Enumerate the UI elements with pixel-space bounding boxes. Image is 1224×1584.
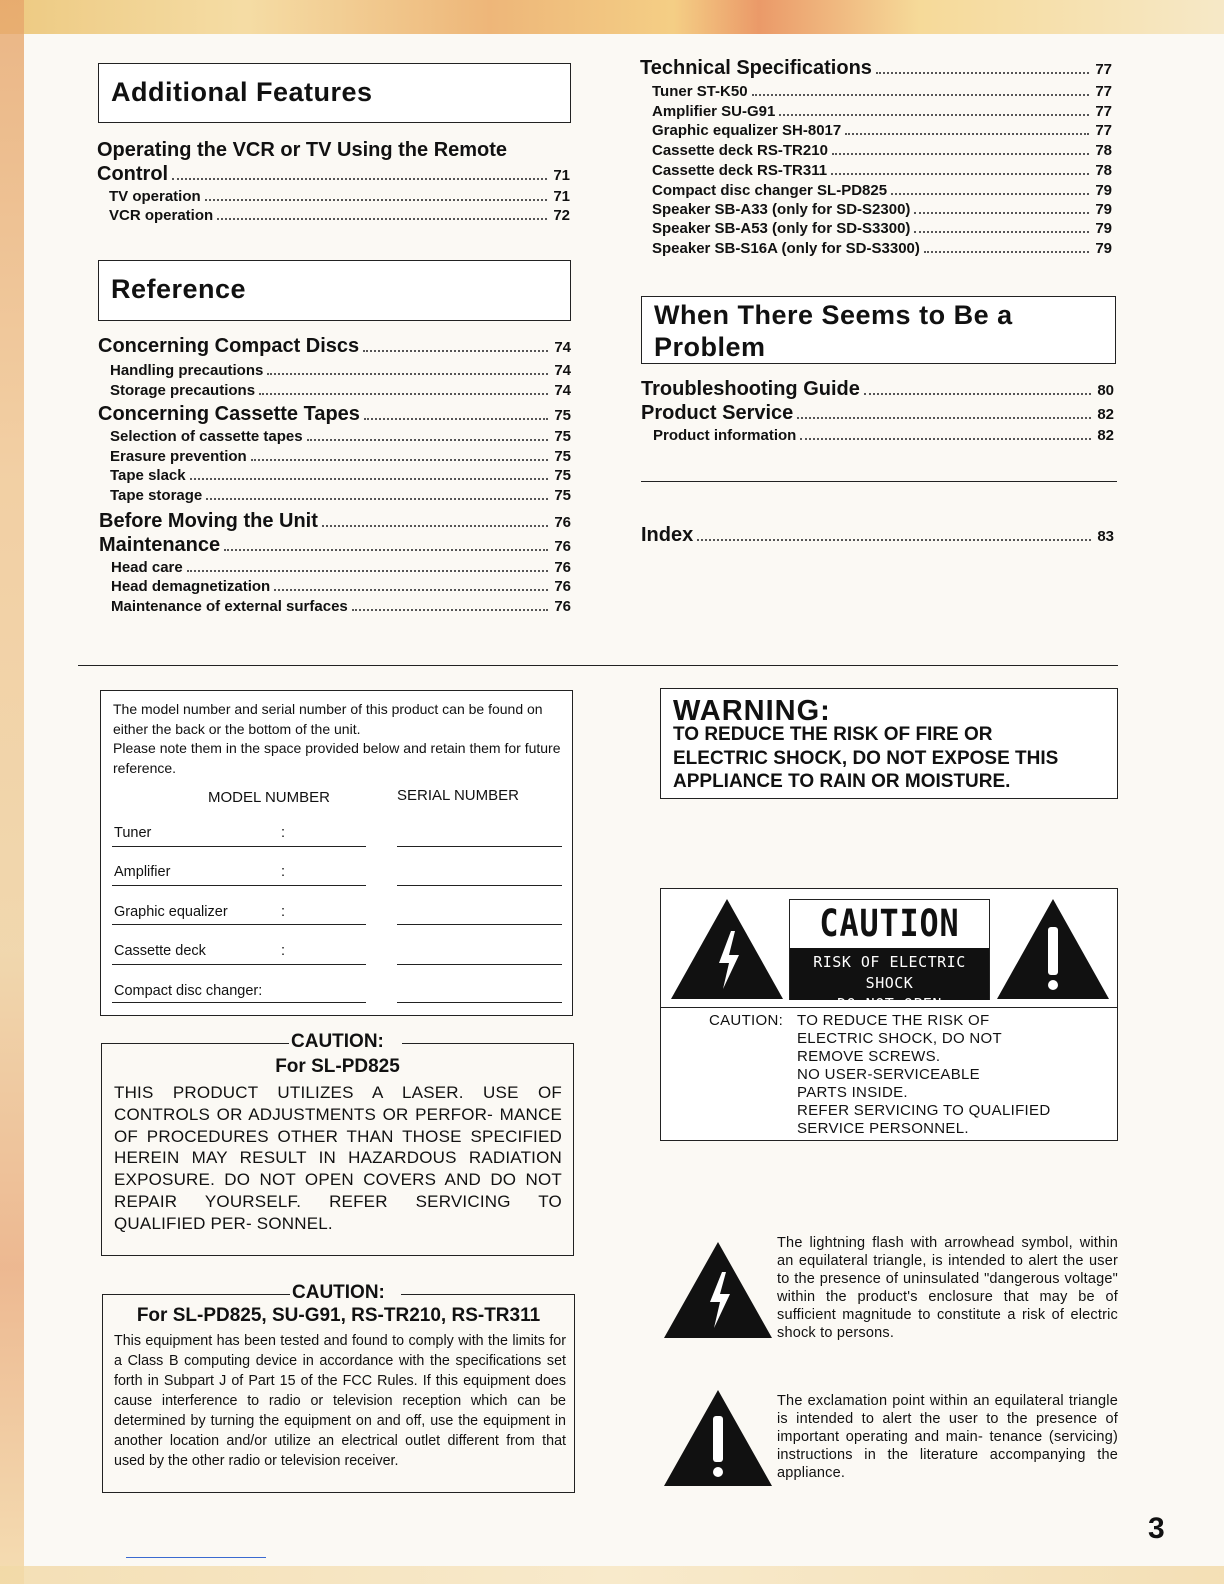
toc-title: Concerning Cassette Tapes xyxy=(98,403,360,425)
problem-box xyxy=(641,296,1116,364)
toc-entry-tv-operation[interactable] xyxy=(109,188,570,206)
record-intro: The model number and serial number of this product can be found on either the back or the bottom of the unit. xyxy=(113,701,543,737)
toc-entry-compact-discs[interactable] xyxy=(98,335,571,358)
additional-features-heading: Additional Features xyxy=(111,77,373,107)
toc-page: 76 xyxy=(554,578,571,595)
toc-page: 82 xyxy=(1097,427,1114,444)
warning-line: ELECTRIC SHOCK, DO NOT EXPOSE THIS xyxy=(673,747,1059,769)
page-stain-top xyxy=(0,0,1224,34)
record-label: Amplifier xyxy=(114,864,171,880)
toc-title: Product Service xyxy=(641,402,794,424)
toc-page: 78 xyxy=(1095,162,1112,179)
problem-heading-line1: When There Seems to Be a xyxy=(654,300,1013,330)
toc-title: Selection of cassette tapes xyxy=(110,428,303,445)
record-row-cassette[interactable] xyxy=(114,943,206,959)
record-sep: : xyxy=(258,983,263,999)
warning-body xyxy=(673,723,1058,794)
toc-title: Compact disc changer SL-PD825 xyxy=(652,182,888,199)
model-field-tuner[interactable] xyxy=(112,846,366,847)
toc-title: Control xyxy=(97,163,169,185)
toc-title: Handling precautions xyxy=(110,362,264,379)
page-stain-left xyxy=(0,0,24,1584)
toc-title: TV operation xyxy=(109,188,201,205)
toc-page: 71 xyxy=(553,188,570,205)
serial-field-amplifier[interactable] xyxy=(397,885,562,886)
toc-page: 75 xyxy=(554,467,571,484)
toc-title: Before Moving the Unit xyxy=(99,510,318,532)
toc-entry-remote-control[interactable] xyxy=(97,163,570,186)
toc-page: 72 xyxy=(553,207,570,224)
toc-entry-equalizer[interactable] xyxy=(652,122,1112,140)
toc-entry-speaker-a53[interactable] xyxy=(652,220,1112,238)
toc-page: 80 xyxy=(1097,382,1114,399)
toc-title: Product information xyxy=(653,427,797,444)
caution-label-box xyxy=(660,888,1118,1141)
exclamation-triangle-icon xyxy=(995,897,1111,1001)
toc-entry-remote-title: Operating the VCR or TV Using the Remote xyxy=(97,139,508,161)
toc-entry-technical-specs[interactable] xyxy=(640,57,1112,80)
caution-laser-heading: CAUTION: xyxy=(291,1031,384,1052)
toc-entry-product-service[interactable] xyxy=(641,402,1114,425)
toc-entry-before-moving[interactable] xyxy=(99,510,571,533)
caution-fcc-box xyxy=(102,1282,575,1493)
toc-page: 76 xyxy=(554,598,571,615)
serial-number-header: SERIAL NUMBER xyxy=(397,787,519,804)
toc-entry-product-information[interactable] xyxy=(653,427,1114,445)
toc-entry-erasure[interactable] xyxy=(110,448,571,466)
toc-page: 74 xyxy=(554,339,571,356)
caution-line: NO USER-SERVICEABLE xyxy=(797,1066,980,1083)
toc-page: 74 xyxy=(554,362,571,379)
page-stain-bottom xyxy=(0,1566,1224,1584)
caution-line: ELECTRIC SHOCK, DO NOT xyxy=(797,1030,1002,1047)
toc-page: 78 xyxy=(1095,142,1112,159)
toc-page: 79 xyxy=(1095,220,1112,237)
toc-page: 76 xyxy=(554,538,571,555)
toc-entry-head-care[interactable] xyxy=(111,559,571,577)
toc-title: Speaker SB-A53 (only for SD-S3300) xyxy=(652,220,911,237)
toc-entry-amplifier[interactable] xyxy=(652,103,1112,121)
toc-title: Speaker SB-S16A (only for SD-S3300) xyxy=(652,240,920,257)
toc-page: 76 xyxy=(554,514,571,531)
model-field-cassette[interactable] xyxy=(112,964,366,965)
caution-label-prefix: CAUTION: xyxy=(709,1012,784,1029)
caution-line: PARTS INSIDE. xyxy=(797,1084,908,1101)
toc-entry-speaker-s16a[interactable] xyxy=(652,240,1112,258)
serial-field-tuner[interactable] xyxy=(397,846,562,847)
reference-box xyxy=(98,260,571,321)
caution-laser-body: THIS PRODUCT UTILIZES A LASER. USE OF CONTROLS OR ADJUSTMENTS OR PERFOR- MANCE OF PROCEDURES OTHER THAN THOSE SPECIFIED HEREIN MAY RESULT IN HAZARDOUS RADIATION EXPOSURE. DO NOT OPEN COVERS AND DO NOT REPAIR YOURSELF. REFER SERVICING TO QUALIFIED PER- SONNEL. xyxy=(114,1083,562,1233)
plate-line: DO NOT OPEN xyxy=(837,995,942,1013)
serial-field-cd-changer[interactable] xyxy=(397,1002,562,1003)
model-serial-record-box xyxy=(100,690,573,1016)
caution-top-rule-left xyxy=(102,1043,290,1044)
problem-heading-line2: Problem xyxy=(654,332,766,362)
record-row-cd-changer[interactable] xyxy=(114,983,262,999)
index-rule xyxy=(641,481,1117,482)
toc-page: 79 xyxy=(1095,240,1112,257)
record-row-amplifier[interactable] xyxy=(114,864,170,880)
toc-page: 77 xyxy=(1095,83,1112,100)
toc-page: 75 xyxy=(554,407,571,424)
toc-entry-cassette-tapes[interactable] xyxy=(98,403,571,426)
caution-line: SERVICE PERSONNEL. xyxy=(797,1120,969,1137)
caution-plate xyxy=(789,899,990,1013)
model-field-amplifier[interactable] xyxy=(112,885,366,886)
exclamation-symbol-icon xyxy=(662,1388,774,1488)
model-field-equalizer[interactable] xyxy=(112,924,366,925)
toc-title: VCR operation xyxy=(109,207,214,224)
toc-title: Graphic equalizer SH-8017 xyxy=(652,122,842,139)
plate-title: CAUTION xyxy=(819,902,960,945)
toc-page: 77 xyxy=(1095,61,1112,78)
caution-laser-subheading: For SL-PD825 xyxy=(275,1056,400,1077)
plate-warning xyxy=(790,948,989,1013)
toc-entry-cassette-311[interactable] xyxy=(652,162,1112,180)
caution-laser-box xyxy=(101,1031,574,1256)
caution-label-lines xyxy=(797,1012,1097,1138)
record-label: Tuner xyxy=(114,825,152,841)
caution-fcc-body: This equipment has been tested and found to comply with the limits for a Class B computing device in accordance with the specifications set forth in Subpart J of Part 15 of the FCC Rules. If this equipment does cause interference to radio or television reception which can be determined by turning the equipment on and off, use the equipment in another location and/or utilize an electrical outlet different from that used by the other radio or television receiver. xyxy=(114,1333,566,1469)
toc-title: Tape slack xyxy=(110,467,186,484)
warning-line: APPLIANCE TO RAIN OR MOISTURE. xyxy=(673,771,1011,792)
lightning-symbol-icon xyxy=(662,1240,774,1340)
caution-fcc-heading: CAUTION: xyxy=(292,1282,385,1303)
toc-entry-vcr-operation[interactable] xyxy=(109,207,570,225)
toc-title: Head care xyxy=(111,559,183,576)
model-number-header: MODEL NUMBER xyxy=(208,789,330,806)
exclamation-explanation: The exclamation point within an equilateral triangle is intended to alert the user to the presence of important operating and main- tenance (servicing) instructions in the literature accompanying the appliance. xyxy=(777,1393,1118,1481)
toc-title: Amplifier SU-G91 xyxy=(652,103,776,120)
toc-page: 79 xyxy=(1095,201,1112,218)
lightning-triangle-icon xyxy=(669,897,785,1001)
toc-entry-selection[interactable] xyxy=(110,428,571,446)
caution-line: REFER SERVICING TO QUALIFIED xyxy=(797,1102,1051,1119)
toc-entry-cd-changer[interactable] xyxy=(652,182,1112,200)
toc-page: 74 xyxy=(554,382,571,399)
lightning-explanation: The lightning flash with arrowhead symbol, within an equilateral triangle, is intended to alert the user to the presence of uninsulated "dangerous voltage" within the product's enclosure that may be of sufficient magnitude to constitute a risk of electric shock to persons. xyxy=(777,1235,1118,1341)
toc-entry-handling[interactable] xyxy=(110,362,571,380)
plate-line: RISK OF ELECTRIC SHOCK xyxy=(813,953,966,992)
toc-page: 77 xyxy=(1095,103,1112,120)
toc-title: Tape storage xyxy=(110,487,203,504)
footer-blue-rule xyxy=(126,1557,266,1558)
record-label: Cassette deck xyxy=(114,943,206,959)
record-label: Compact disc changer xyxy=(114,983,259,999)
toc-title: Index xyxy=(641,524,694,546)
serial-field-cassette[interactable] xyxy=(397,964,562,965)
record-sep: : xyxy=(281,904,286,920)
record-sep: : xyxy=(281,864,286,880)
toc-page: 83 xyxy=(1097,528,1114,545)
serial-field-equalizer[interactable] xyxy=(397,924,562,925)
toc-title: Maintenance of external surfaces xyxy=(111,598,348,615)
record-note: Please note them in the space provided below and retain them for future reference. xyxy=(113,740,561,776)
toc-title: Erasure prevention xyxy=(110,448,247,465)
toc-page: 79 xyxy=(1095,182,1112,199)
caution-top-rule-left xyxy=(103,1294,291,1295)
toc-title: Maintenance xyxy=(99,534,221,556)
warning-line: TO REDUCE THE RISK OF FIRE OR xyxy=(673,724,993,745)
toc-entry-index[interactable] xyxy=(641,524,1114,547)
toc-title: Cassette deck RS-TR311 xyxy=(652,162,828,179)
toc-page: 82 xyxy=(1097,406,1114,423)
toc-entry-head-demag[interactable] xyxy=(111,578,571,596)
caution-fcc-subheading: For SL-PD825, SU-G91, RS-TR210, RS-TR311 xyxy=(136,1305,541,1326)
toc-entry-tape-storage[interactable] xyxy=(110,487,571,505)
toc-page: 75 xyxy=(554,487,571,504)
toc-entry-troubleshooting[interactable] xyxy=(641,378,1114,401)
warning-box xyxy=(660,688,1118,799)
toc-title: Storage precautions xyxy=(110,382,256,399)
toc-page: 77 xyxy=(1095,122,1112,139)
caution-line: REMOVE SCREWS. xyxy=(797,1048,941,1065)
record-sep: : xyxy=(281,943,286,959)
toc-title: Technical Specifications xyxy=(640,57,872,79)
toc-title: Tuner ST-K50 xyxy=(652,83,748,100)
toc-entry-storage[interactable] xyxy=(110,382,571,400)
toc-title: Troubleshooting Guide xyxy=(641,378,860,400)
additional-features-box xyxy=(98,63,571,123)
page-divider xyxy=(78,665,1118,666)
page-number: 3 xyxy=(1148,1512,1165,1545)
record-row-tuner[interactable] xyxy=(114,825,151,841)
toc-entry-tape-slack[interactable] xyxy=(110,467,571,485)
toc-entry-maintenance[interactable] xyxy=(99,534,571,557)
toc-entry-tuner[interactable] xyxy=(652,83,1112,101)
warning-heading: WARNING: xyxy=(673,695,831,727)
record-label: Graphic equalizer xyxy=(114,904,228,920)
toc-entry-external-surfaces[interactable] xyxy=(111,598,571,616)
toc-page: 75 xyxy=(554,448,571,465)
toc-title: Cassette deck RS-TR210 xyxy=(652,142,828,159)
toc-title: Head demagnetization xyxy=(111,578,271,595)
model-field-cd-changer[interactable] xyxy=(112,1002,366,1003)
toc-entry-cassette-210[interactable] xyxy=(652,142,1112,160)
record-row-equalizer[interactable] xyxy=(114,904,228,920)
toc-entry-speaker-a33[interactable] xyxy=(652,201,1112,219)
toc-page: 75 xyxy=(554,428,571,445)
caution-line: TO REDUCE THE RISK OF xyxy=(797,1012,990,1029)
toc-title: Concerning Compact Discs xyxy=(98,335,360,357)
reference-heading: Reference xyxy=(111,274,247,304)
toc-title: Speaker SB-A33 (only for SD-S2300) xyxy=(652,201,911,218)
record-sep: : xyxy=(281,825,286,841)
toc-page: 71 xyxy=(553,167,570,184)
caution-label-divider xyxy=(661,1007,1117,1008)
caution-top-rule-right xyxy=(402,1043,574,1044)
toc-page: 76 xyxy=(554,559,571,576)
caution-top-rule-right xyxy=(401,1294,575,1295)
